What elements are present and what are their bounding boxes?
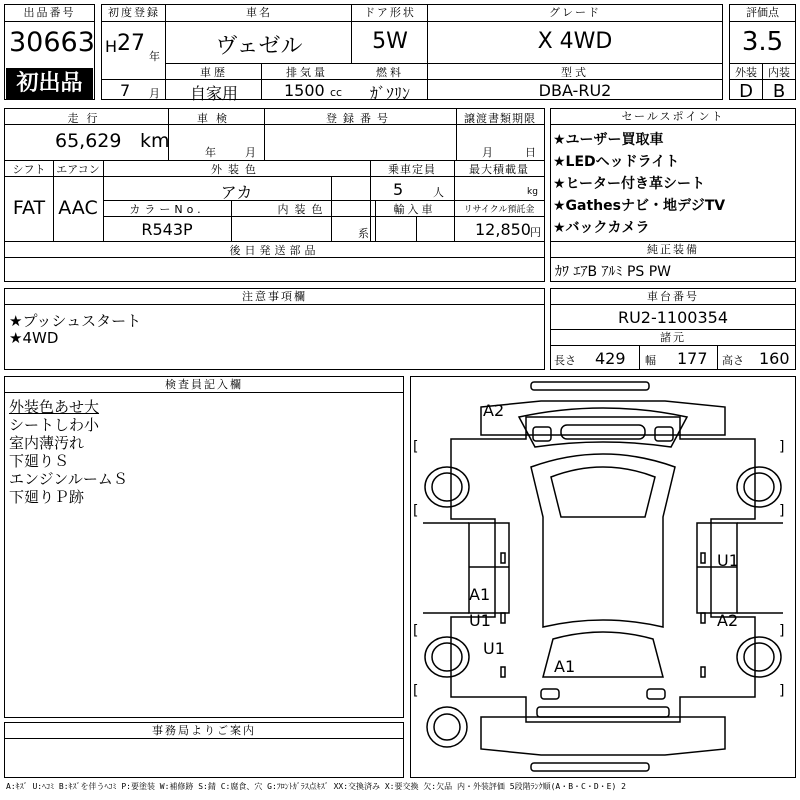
door-type: 5W xyxy=(372,29,408,54)
int-label: 内装 xyxy=(768,66,790,79)
reg-month: 7 xyxy=(120,81,131,100)
color-no: R543P xyxy=(141,220,193,239)
inspector-line-3: 室内薄汚れ xyxy=(9,434,85,452)
int-grade: B xyxy=(772,81,786,102)
car-name-label: 車名 xyxy=(166,5,352,22)
notes-label: 注意事項欄 xyxy=(5,289,544,305)
bracket-left-4: [ xyxy=(413,683,419,699)
main-header-box xyxy=(101,4,723,103)
transfer-day-unit: 日 xyxy=(525,146,536,159)
inspector-line-5: エンジンルームＳ xyxy=(9,470,128,488)
notes-box xyxy=(4,288,545,370)
equipment: ｶﾜ ｴｱB ｱﾙﾐ PS PW xyxy=(555,264,672,280)
shift-label: シフト xyxy=(12,163,46,176)
damage-mark-a2-right: A2 xyxy=(717,611,739,630)
length: 429 xyxy=(595,349,626,368)
grade-label: グレード xyxy=(428,5,722,22)
capacity-label: 乗車定員 xyxy=(388,163,436,176)
insp-month-unit: 月 xyxy=(245,146,256,159)
reg-no-label: 登録番号 xyxy=(326,112,394,125)
bracket-right-3: ] xyxy=(779,623,785,639)
displacement-unit: cc xyxy=(330,86,343,99)
ext-color-label: 外装色 xyxy=(211,163,262,176)
model-label: 型式 xyxy=(561,66,589,79)
lot-box xyxy=(4,4,95,100)
vehicle-info-box xyxy=(4,108,545,282)
model: DBA-RU2 xyxy=(538,81,612,100)
reg-year: 27 xyxy=(117,31,145,56)
inspector-line-4: 下廻りＳ xyxy=(9,452,70,470)
fuel-label: 燃料 xyxy=(376,66,404,79)
later-parts-label: 後日発送部品 xyxy=(229,244,320,257)
capacity-unit: 人 xyxy=(433,186,444,199)
history-label: 車歴 xyxy=(200,66,228,79)
color-no-label: カラーNo. xyxy=(129,203,205,216)
sales-point-4: ★Gathesナビ・地デジTV xyxy=(553,198,726,214)
width-label: 幅 xyxy=(645,354,656,367)
lot-number: 30663 xyxy=(9,27,95,58)
year-unit: 年 xyxy=(149,50,160,63)
car-name: ヴェゼル xyxy=(215,34,303,59)
insp-year-unit: 年 xyxy=(205,146,216,159)
mileage-unit: km xyxy=(140,130,170,152)
note-1: ★プッシュスタート xyxy=(9,312,142,330)
bracket-left-1: [ xyxy=(413,439,419,455)
grade: X 4WD xyxy=(537,29,613,54)
score: 3.5 xyxy=(741,27,784,57)
inspector-line-6: 下廻りＰ跡 xyxy=(9,488,85,506)
recycle-unit: 円 xyxy=(530,226,541,239)
bracket-right-2: ] xyxy=(779,503,785,519)
fuel: ｶﾞｿﾘﾝ xyxy=(369,84,410,103)
first-listing-text: 初出品 xyxy=(16,71,83,96)
mileage: 65,629 xyxy=(55,130,122,152)
chassis-label: 車台番号 xyxy=(551,289,795,305)
inspector-line-1: 外装色あせ大 xyxy=(9,398,100,416)
car-diagram-box xyxy=(410,376,796,778)
capacity: 5 xyxy=(393,180,404,199)
bracket-right-4: ] xyxy=(779,683,785,699)
bracket-left-2: [ xyxy=(413,503,419,519)
damage-mark-a2-front: A2 xyxy=(483,401,505,420)
displacement: 1500 xyxy=(284,81,325,100)
shift: FAT xyxy=(12,197,46,219)
first-listing-badge xyxy=(6,68,93,99)
ext-label: 外装 xyxy=(735,66,757,79)
office-label: 事務局よりご案内 xyxy=(5,723,403,739)
recycle: 12,850 xyxy=(475,220,531,239)
note-2: ★4WD xyxy=(9,329,59,347)
inspector-label: 検査員記入欄 xyxy=(5,377,403,393)
sales-point-1: ★ユーザー買取車 xyxy=(553,132,664,148)
office-box xyxy=(4,722,404,778)
chassis-number: RU2-1100354 xyxy=(617,308,729,327)
length-label: 長さ xyxy=(554,354,576,367)
inspector-line-2: シートしわ小 xyxy=(9,416,100,434)
height-label: 高さ xyxy=(722,354,744,367)
damage-mark-u1-left: U1 xyxy=(469,611,491,630)
chassis-box xyxy=(550,288,796,370)
sales-point-3: ★ヒーター付き革シート xyxy=(553,176,705,192)
transfer-month-unit: 月 xyxy=(482,146,493,159)
sales-points-label: セールスポイント xyxy=(551,109,795,125)
sales-point-2: ★LEDヘッドライト xyxy=(553,154,680,170)
lot-label: 出品番号 xyxy=(5,5,94,22)
width: 177 xyxy=(677,349,708,368)
recycle-label: リサイクル預託金 xyxy=(463,205,535,215)
ext-grade: D xyxy=(739,81,753,102)
damage-mark-a1-rear: A1 xyxy=(554,657,576,676)
inspection-label: 車検 xyxy=(197,112,235,125)
bracket-left-3: [ xyxy=(413,623,419,639)
bracket-right-1: ] xyxy=(779,439,785,455)
displacement-label: 排気量 xyxy=(286,66,328,79)
era: H xyxy=(105,37,118,56)
mileage-label: 走行 xyxy=(67,112,106,125)
sales-points-box xyxy=(550,108,796,282)
int-color-unit: 系 xyxy=(358,227,369,240)
ext-color: アカ xyxy=(220,183,253,202)
int-color-label: 内装色 xyxy=(277,203,329,216)
door-label: ドア形状 xyxy=(352,5,428,22)
ac-label: エアコン xyxy=(56,163,100,176)
damage-mark-u1-rear-left: U1 xyxy=(483,639,505,658)
inspector-box xyxy=(4,376,404,718)
damage-mark-a1-left: A1 xyxy=(469,585,491,604)
first-reg-label: 初度登録 xyxy=(102,5,166,22)
history: 自家用 xyxy=(189,84,238,103)
dimensions-label: 諸元 xyxy=(551,330,795,346)
sales-point-5: ★バックカメラ xyxy=(553,220,650,236)
month-unit: 月 xyxy=(149,87,160,100)
legend: A:ｷｽﾞ U:ﾍｺﾐ B:ｷｽﾞを伴うﾍｺﾐ P:要塗装 W:補修跡 S:錆 C:腐食、穴 G:ﾌﾛﾝﾄｶﾞﾗｽ点ｷｽﾞ XX:交換済み X:要交換 欠:欠品 内・外装評価 5段階ﾗﾝｸ順(A・B・C・D・E) 2 xyxy=(6,782,626,791)
transfer-label: 譲渡書類期限 xyxy=(464,112,536,125)
max-load-unit: kg xyxy=(527,187,538,197)
import-label: 輸入車 xyxy=(393,203,436,216)
car-outline-diagram xyxy=(411,377,795,777)
height: 160 xyxy=(759,349,790,368)
ac: AAC xyxy=(58,197,98,219)
score-label: 評価点 xyxy=(730,5,795,22)
max-load-label: 最大積載量 xyxy=(469,163,529,176)
damage-mark-u1-right: U1 xyxy=(717,551,739,570)
equipment-label: 純正装備 xyxy=(551,242,795,258)
score-box xyxy=(729,4,796,100)
